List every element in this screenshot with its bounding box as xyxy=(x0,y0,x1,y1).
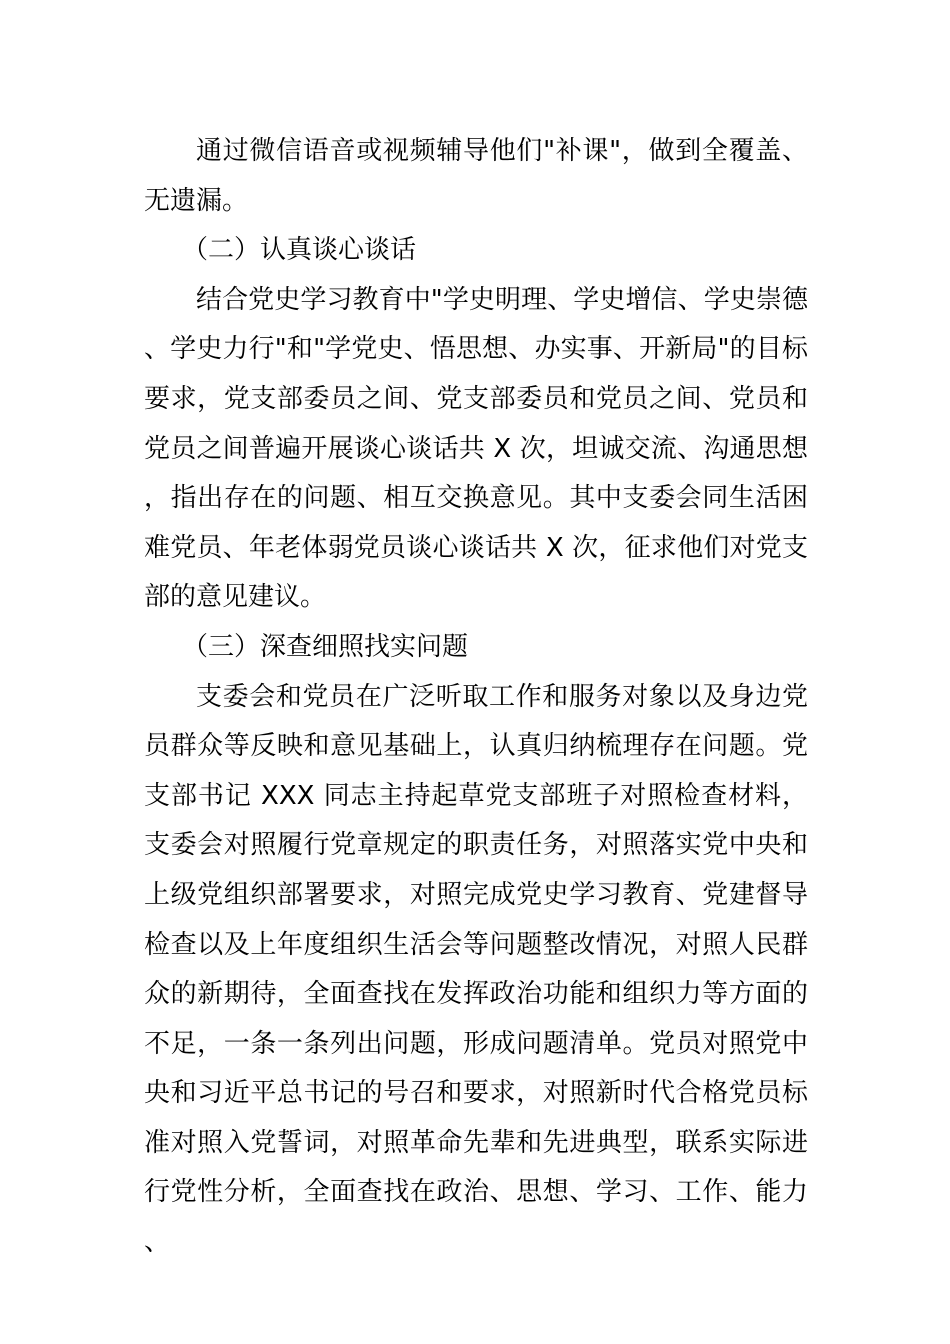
paragraph-find-problems: 支委会和党员在广泛听取工作和服务对象以及身边党员群众等反映和意见基础上，认真归纳梳理存在问题。党支部书记 XXX 同志主持起草党支部班子对照检查材料，支委会对照履行党章规定的职责任务，对照落实党中央和上级党组织部署要求，对照完成党史学习教育、党建督导检查以及上年度组织生活会等问题整改情况，对照人民群众的新期待，全面查找在发挥政治功能和组织力等方面的不足，一条一条列出问题，形成问题清单。党员对照党中央和习近平总书记的号召和要求，对照新时代合格党员标准对照入党誓词，对照革命先辈和先进典型，联系实际进行党性分析，全面查找在政治、思想、学习、工作、能力、 xyxy=(144,681,808,1258)
document-body xyxy=(144,127,808,1268)
section-heading-three: （三）深查细照找实问题 xyxy=(182,631,469,662)
paragraph-continued-from-previous-page: 通过微信语音或视频辅导他们"补课"，做到全覆盖、无遗漏。 xyxy=(144,136,808,216)
paragraph-heart-to-heart-talks: 结合党史学习教育中"学史明理、学史增信、学史崇德、学史力行"和"学党史、悟思想、办实事、开新局"的目标要求，党支部委员之间、党支部委员和党员之间、党员和党员之间普遍开展谈心谈话共 X 次，坦诚交流、沟通思想，指出存在的问题、相互交换意见。其中支委会同生活困难党员、年老体弱党员谈心谈话共 X 次，征求他们对党支部的意见建议。 xyxy=(144,284,808,613)
section-heading-two: （二）认真谈心谈话 xyxy=(182,235,417,266)
